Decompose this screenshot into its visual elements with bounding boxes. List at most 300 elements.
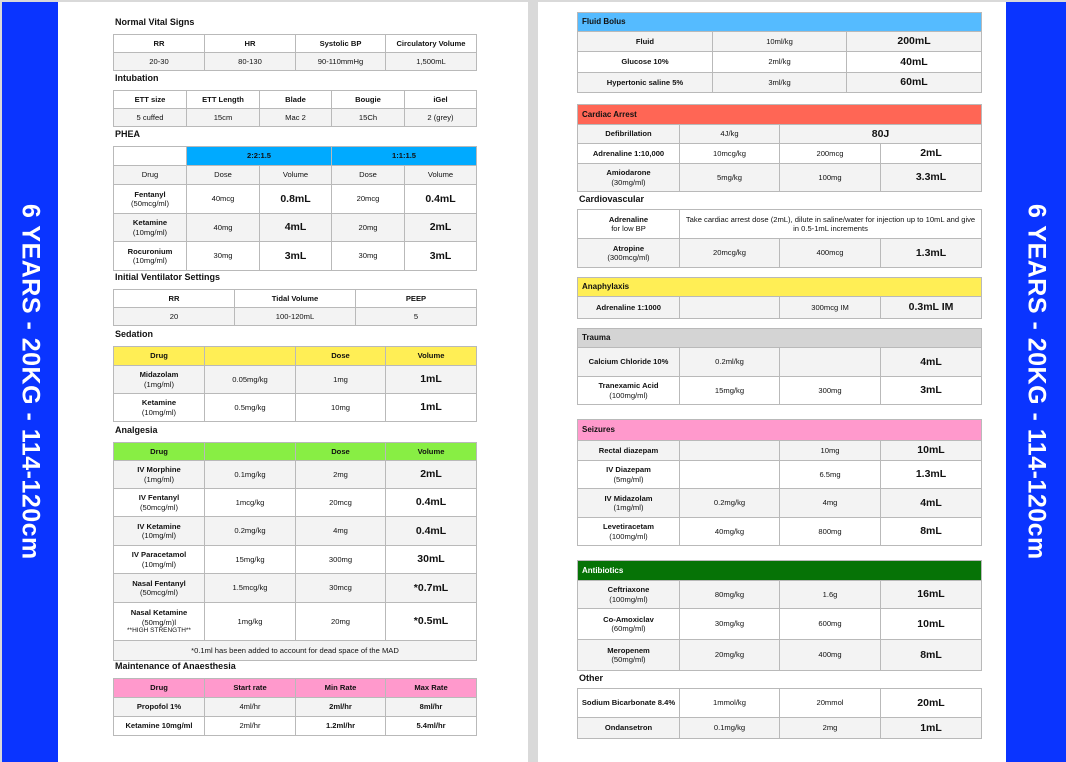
maintenance-table xyxy=(113,678,477,736)
drug-concentration: (10mg/ml) xyxy=(141,531,177,540)
patient-banner-left xyxy=(2,2,58,762)
table-cell xyxy=(578,581,680,609)
table-cell: 20mcg/kg xyxy=(680,239,780,268)
phea-heading: PHEA xyxy=(115,129,141,139)
analgesia-heading: Analgesia xyxy=(115,425,158,435)
drug-name: IV Morphine xyxy=(137,465,181,475)
table-row xyxy=(578,609,982,640)
table-cell: 1mg/kg xyxy=(205,603,296,641)
drug-concentration: (10mg/ml) xyxy=(132,227,168,237)
table-row xyxy=(578,164,982,192)
table-cell: Fluid xyxy=(578,32,713,52)
table-cell: 0.1mg/kg xyxy=(205,461,296,489)
table-cell: 600mg xyxy=(780,609,881,640)
table-cell: 300mg xyxy=(296,546,386,574)
table-cell: 200mcg xyxy=(780,144,881,164)
table-cell: Calcium Chloride 10% xyxy=(578,348,680,377)
table-cell: 30mg xyxy=(187,242,260,271)
drug-concentration: (100mg/ml) xyxy=(609,594,648,604)
table-cell: 0.5mg/kg xyxy=(205,394,296,422)
table-row xyxy=(114,574,477,603)
table-cell: Mac 2 xyxy=(260,109,332,127)
cardiac-table xyxy=(577,104,982,192)
drug-concentration: (50mcg/ml) xyxy=(131,199,169,208)
table-cell: 2mL xyxy=(386,461,477,489)
table-cell: 80mg/kg xyxy=(680,581,780,609)
table-cell: 400mcg xyxy=(780,239,881,268)
table-cell: Drug xyxy=(114,166,187,185)
table-cell: 15cm xyxy=(187,109,260,127)
antibiotics-table xyxy=(577,560,982,671)
table-cell: 20mg/kg xyxy=(680,640,780,671)
table-cell xyxy=(578,239,680,268)
table-cell xyxy=(114,574,205,603)
table-cell: 300mcg IM xyxy=(780,297,881,319)
table-cell: 4mL xyxy=(260,214,332,242)
vitals-heading: Normal Vital Signs xyxy=(115,17,195,27)
table-cell: 300mg xyxy=(780,377,881,405)
section-title: Cardiac Arrest xyxy=(578,105,982,125)
table-row xyxy=(578,297,982,319)
seizures-table xyxy=(577,419,982,546)
table-cell: 10mL xyxy=(881,441,982,461)
drug-concentration: (50mcg/ml) xyxy=(140,588,178,597)
drug-concentration: (5mg/ml) xyxy=(613,474,644,484)
drug-concentration: (1mg/ml) xyxy=(613,503,644,512)
table-cell: 30mg/kg xyxy=(680,609,780,640)
table-row xyxy=(578,73,982,93)
table-cell: 0.4mL xyxy=(386,517,477,546)
table-cell: 2ml/hr xyxy=(205,717,296,736)
table-cell xyxy=(114,214,187,242)
table-header-row xyxy=(578,420,982,441)
table-cell: 1mmol/kg xyxy=(680,689,780,718)
other-table xyxy=(577,688,982,739)
table-row xyxy=(578,52,982,73)
table-cell: 800mg xyxy=(780,518,881,546)
table-cell: 20mmol xyxy=(780,689,881,718)
table-cell: 2mg xyxy=(296,461,386,489)
table-cell: Dose xyxy=(187,166,260,185)
drug-name: IV Ketamine xyxy=(137,521,181,531)
table-cell xyxy=(114,489,205,517)
table-row xyxy=(578,32,982,52)
table-cell: Ketamine 10mg/ml xyxy=(114,717,205,736)
table-row xyxy=(114,717,477,736)
section-title: Fluid Bolus xyxy=(578,13,982,32)
table-row xyxy=(578,489,982,518)
table-cell: 10mg xyxy=(296,394,386,422)
table-cell xyxy=(114,461,205,489)
table-row xyxy=(114,517,477,546)
table-header-row xyxy=(578,13,982,32)
drug-name: Fentanyl xyxy=(134,189,166,199)
table-cell xyxy=(680,441,780,461)
anaphylaxis-table xyxy=(577,277,982,319)
analgesia-table xyxy=(113,442,477,661)
table-cell: 8mL xyxy=(881,640,982,671)
table-cell: 0.4mL xyxy=(386,489,477,517)
table-cell: RR xyxy=(114,290,235,308)
table-cell: 3mL xyxy=(405,242,477,271)
table-cell: Hypertonic saline 5% xyxy=(578,73,713,93)
table-cell: Dose xyxy=(332,166,405,185)
table-row xyxy=(578,348,982,377)
section-title: Anaphylaxis xyxy=(578,278,982,297)
table-cell: 1mL xyxy=(881,718,982,739)
table-cell: 0.3mL IM xyxy=(881,297,982,319)
table-cell: 3mL xyxy=(881,377,982,405)
table-cell: 3.3mL xyxy=(881,164,982,192)
drug-concentration: (100mg/ml) xyxy=(609,390,648,400)
table-cell: *0.7mL xyxy=(386,574,477,603)
table-cell: 1mL xyxy=(386,366,477,394)
table-header-row xyxy=(114,443,477,461)
table-cell: 0.2mg/kg xyxy=(680,489,780,518)
table-cell: Rectal diazepam xyxy=(578,441,680,461)
table-row xyxy=(578,441,982,461)
table-cell: Circulatory Volume xyxy=(386,35,477,53)
drug-name: Levetiracetam xyxy=(602,522,655,532)
table-cell: 20-30 xyxy=(114,53,205,71)
table-row xyxy=(578,239,982,268)
table-cell: 0.4mL xyxy=(405,185,477,214)
table-cell: Drug xyxy=(114,347,205,366)
table-cell xyxy=(578,489,680,518)
section-title: Seizures xyxy=(578,420,982,441)
table-cell: 40mL xyxy=(847,52,982,73)
table-row xyxy=(114,109,477,127)
table-cell: 4ml/hr xyxy=(205,698,296,717)
table-cell: 200mL xyxy=(847,32,982,52)
drug-concentration: (10mg/ml) xyxy=(132,256,168,265)
table-cell: 20mg xyxy=(332,214,405,242)
table-cell: 1:1:1.5 xyxy=(332,147,477,166)
table-cell: 4mg xyxy=(296,517,386,546)
cardiovascular-table xyxy=(577,209,982,268)
drug-concentration: (1mg/ml) xyxy=(144,379,174,389)
table-cell: 20mL xyxy=(881,689,982,718)
table-header-row xyxy=(578,561,982,581)
table-cell xyxy=(114,603,205,641)
table-cell: 5 xyxy=(356,308,477,326)
table-cell: Adrenaline 1:1000 xyxy=(578,297,680,319)
drug-name: Amiodarone xyxy=(606,168,651,178)
table-cell: Dose xyxy=(296,443,386,461)
table-cell: Bougie xyxy=(332,91,405,109)
drug-concentration: (100mg/ml) xyxy=(609,531,648,541)
vent-table xyxy=(113,289,477,326)
table-cell: 1.6g xyxy=(780,581,881,609)
patient-label: 6 YEARS - 20KG - 114-120cm xyxy=(16,204,45,560)
table-cell: 2mL xyxy=(881,144,982,164)
table-cell: PEEP xyxy=(356,290,477,308)
table-cell: 1mcg/kg xyxy=(205,489,296,517)
drug-concentration: (300mcg/ml) xyxy=(607,253,650,262)
table-cell: Adrenaline 1:10,000 xyxy=(578,144,680,164)
table-cell xyxy=(114,546,205,574)
cardiovascular-heading: Cardiovascular xyxy=(579,194,645,204)
table-cell: 5.4ml/hr xyxy=(386,717,477,736)
drug-name: Rocuronium xyxy=(127,246,173,256)
sedation-table xyxy=(113,346,477,422)
table-cell: 0.05mg/kg xyxy=(205,366,296,394)
drug-warning: **HIGH STRENGTH** xyxy=(127,626,191,634)
table-cell: 40mg/kg xyxy=(680,518,780,546)
table-row xyxy=(114,366,477,394)
table-cell: 40mcg xyxy=(187,185,260,214)
table-row xyxy=(114,698,477,717)
sedation-heading: Sedation xyxy=(115,329,154,339)
table-cell: *0.5mL xyxy=(386,603,477,641)
table-cell xyxy=(578,164,680,192)
intubation-table xyxy=(113,90,477,127)
table-row xyxy=(114,214,477,242)
table-cell: 20 xyxy=(114,308,235,326)
drug-name: Ceftriaxone xyxy=(607,585,650,595)
intubation-heading: Intubation xyxy=(115,73,159,83)
drug-name: Ketamine xyxy=(132,218,168,228)
table-cell: Drug xyxy=(114,443,205,461)
drug-concentration: (50mcg/ml) xyxy=(140,502,178,512)
footnote: *0.1ml has been added to account for dead space of the MAD xyxy=(114,641,477,661)
table-row xyxy=(114,53,477,71)
table-cell: 10mL xyxy=(881,609,982,640)
table-cell: Propofol 1% xyxy=(114,698,205,717)
table-cell: Drug xyxy=(114,679,205,698)
patient-banner-right xyxy=(1006,2,1066,762)
drug-name: Tranexamic Acid xyxy=(598,381,659,391)
table-row xyxy=(114,641,477,661)
table-cell: Glucose 10% xyxy=(578,52,713,73)
table-cell xyxy=(114,366,205,394)
table-row xyxy=(114,308,477,326)
fluid-table xyxy=(577,12,982,93)
other-heading: Other xyxy=(579,673,604,683)
table-cell: 30mL xyxy=(386,546,477,574)
table-cell: Volume xyxy=(260,166,332,185)
drug-name: Ketamine xyxy=(141,398,177,408)
table-cell: 2mL xyxy=(405,214,477,242)
table-cell: 90-110mmHg xyxy=(296,53,386,71)
table-row xyxy=(578,377,982,405)
table-cell: 20mg xyxy=(296,603,386,641)
table-row xyxy=(114,489,477,517)
section-title: Trauma xyxy=(578,329,982,348)
phea-table xyxy=(113,146,477,271)
drug-name: Co-Amoxiclav xyxy=(603,614,654,624)
table-row xyxy=(578,210,982,239)
table-row xyxy=(114,166,477,185)
drug-name: Adrenaline xyxy=(608,214,649,224)
table-cell: Dose xyxy=(296,347,386,366)
table-cell: 60mL xyxy=(847,73,982,93)
table-row xyxy=(578,125,982,144)
table-cell: 0.1mg/kg xyxy=(680,718,780,739)
vent-heading: Initial Ventilator Settings xyxy=(115,272,221,282)
drug-concentration: (30mg/ml) xyxy=(611,177,646,187)
table-cell: 3ml/kg xyxy=(713,73,847,93)
table-cell: Start rate xyxy=(205,679,296,698)
table-cell: 30mcg xyxy=(296,574,386,603)
table-row xyxy=(114,242,477,271)
table-cell: 1mL xyxy=(386,394,477,422)
table-cell: ETT Length xyxy=(187,91,260,109)
table-cell: 1.2ml/hr xyxy=(296,717,386,736)
table-cell: iGel xyxy=(405,91,477,109)
table-cell: 80-130 xyxy=(205,53,296,71)
table-cell: Max Rate xyxy=(386,679,477,698)
table-cell: 8mL xyxy=(881,518,982,546)
table-cell: 40mg xyxy=(187,214,260,242)
table-cell xyxy=(205,347,296,366)
table-header-row xyxy=(114,35,477,53)
table-cell xyxy=(578,377,680,405)
drug-concentration: (10mg/ml) xyxy=(141,559,177,569)
table-header-row xyxy=(578,105,982,125)
drug-name: Atropine xyxy=(612,243,645,253)
table-cell: 100-120mL xyxy=(235,308,356,326)
drug-concentration: (50mg/m)l xyxy=(141,617,177,627)
drug-concentration: for low BP xyxy=(611,224,646,233)
table-cell xyxy=(680,461,780,489)
table-row xyxy=(578,144,982,164)
table-cell: 15mg/kg xyxy=(680,377,780,405)
table-cell xyxy=(680,297,780,319)
table-cell: 2mg xyxy=(780,718,881,739)
table-cell: Defibrillation xyxy=(578,125,680,144)
table-row xyxy=(114,185,477,214)
table-cell xyxy=(114,242,187,271)
table-header-row xyxy=(578,329,982,348)
table-cell: 5 cuffed xyxy=(114,109,187,127)
table-cell: 4mg xyxy=(780,489,881,518)
table-cell: Sodium Bicarbonate 8.4% xyxy=(578,689,680,718)
section-title: Antibiotics xyxy=(578,561,982,581)
drug-name: Midazolam xyxy=(139,370,179,380)
table-cell xyxy=(205,443,296,461)
drug-concentration: (50mg/ml) xyxy=(611,655,646,664)
table-cell: 16mL xyxy=(881,581,982,609)
table-cell: 1mg xyxy=(296,366,386,394)
table-cell: 1.5mcg/kg xyxy=(205,574,296,603)
table-cell xyxy=(578,518,680,546)
table-row xyxy=(114,546,477,574)
table-cell xyxy=(578,210,680,239)
table-cell: 3mL xyxy=(260,242,332,271)
table-cell: Tidal Volume xyxy=(235,290,356,308)
table-header-row xyxy=(114,679,477,698)
table-row xyxy=(578,640,982,671)
table-cell: ETT size xyxy=(114,91,187,109)
table-cell xyxy=(114,394,205,422)
table-cell: 1.3mL xyxy=(881,461,982,489)
table-cell: 10ml/kg xyxy=(713,32,847,52)
drug-name: IV Paracetamol xyxy=(131,550,187,560)
table-cell: 100mg xyxy=(780,164,881,192)
table-header-row xyxy=(114,347,477,366)
drug-name: Nasal Ketamine xyxy=(130,608,188,618)
table-cell: RR xyxy=(114,35,205,53)
table-cell: Min Rate xyxy=(296,679,386,698)
table-cell: 0.2ml/kg xyxy=(680,348,780,377)
table-cell: 1.3mL xyxy=(881,239,982,268)
vitals-table xyxy=(113,34,477,71)
table-cell: Blade xyxy=(260,91,332,109)
table-cell xyxy=(114,517,205,546)
table-cell: 30mg xyxy=(332,242,405,271)
table-cell: 10mg xyxy=(780,441,881,461)
table-cell: 4mL xyxy=(881,348,982,377)
table-cell: 80J xyxy=(780,125,982,144)
table-cell xyxy=(114,185,187,214)
table-cell: 6.5mg xyxy=(780,461,881,489)
drug-name: Meropenem xyxy=(607,645,650,655)
trauma-table xyxy=(577,328,982,405)
table-header-row xyxy=(114,147,477,166)
table-row xyxy=(578,461,982,489)
table-cell: 2ml/hr xyxy=(296,698,386,717)
table-row xyxy=(578,581,982,609)
patient-label: 6 YEARS - 20KG - 114-120cm xyxy=(1022,204,1051,560)
table-cell xyxy=(578,640,680,671)
drug-concentration: (1mg/ml) xyxy=(144,474,174,484)
table-cell: Volume xyxy=(405,166,477,185)
maintenance-heading: Maintenance of Anaesthesia xyxy=(115,661,236,671)
table-cell: 20mcg xyxy=(296,489,386,517)
drug-name: IV Fentanyl xyxy=(138,493,180,503)
table-cell: Take cardiac arrest dose (2mL), dilute in saline/water for injection up to 10mL and give in 0.5-1mL increments xyxy=(680,210,982,239)
table-cell: Volume xyxy=(386,443,477,461)
table-header-row xyxy=(114,91,477,109)
drug-name: IV Midazolam xyxy=(604,493,653,503)
table-cell: 0.2mg/kg xyxy=(205,517,296,546)
table-cell: 1,500mL xyxy=(386,53,477,71)
drug-name: Nasal Fentanyl xyxy=(132,578,186,588)
table-cell xyxy=(780,348,881,377)
table-cell: 8ml/hr xyxy=(386,698,477,717)
table-cell: 5mg/kg xyxy=(680,164,780,192)
table-cell: HR xyxy=(205,35,296,53)
table-row xyxy=(578,689,982,718)
table-cell: 2 (grey) xyxy=(405,109,477,127)
table-cell: 2ml/kg xyxy=(713,52,847,73)
table-cell: 2:2:1.5 xyxy=(187,147,332,166)
table-cell xyxy=(578,461,680,489)
table-cell: 4mL xyxy=(881,489,982,518)
table-cell: Ondansetron xyxy=(578,718,680,739)
table-row xyxy=(578,718,982,739)
table-row xyxy=(578,518,982,546)
table-header-row xyxy=(114,290,477,308)
table-cell: 0.8mL xyxy=(260,185,332,214)
table-cell: 15mg/kg xyxy=(205,546,296,574)
table-header-row xyxy=(578,278,982,297)
table-row xyxy=(114,603,477,641)
table-cell xyxy=(578,609,680,640)
table-cell: 20mcg xyxy=(332,185,405,214)
table-cell: 15Ch xyxy=(332,109,405,127)
table-cell: 10mcg/kg xyxy=(680,144,780,164)
table-cell: 4J/kg xyxy=(680,125,780,144)
drug-concentration: (10mg/ml) xyxy=(141,407,177,417)
drug-name: IV Diazepam xyxy=(606,465,651,475)
table-cell: Systolic BP xyxy=(296,35,386,53)
table-cell: Volume xyxy=(386,347,477,366)
table-row xyxy=(114,461,477,489)
drug-concentration: (60mg/ml) xyxy=(611,624,646,633)
table-cell xyxy=(114,147,187,166)
